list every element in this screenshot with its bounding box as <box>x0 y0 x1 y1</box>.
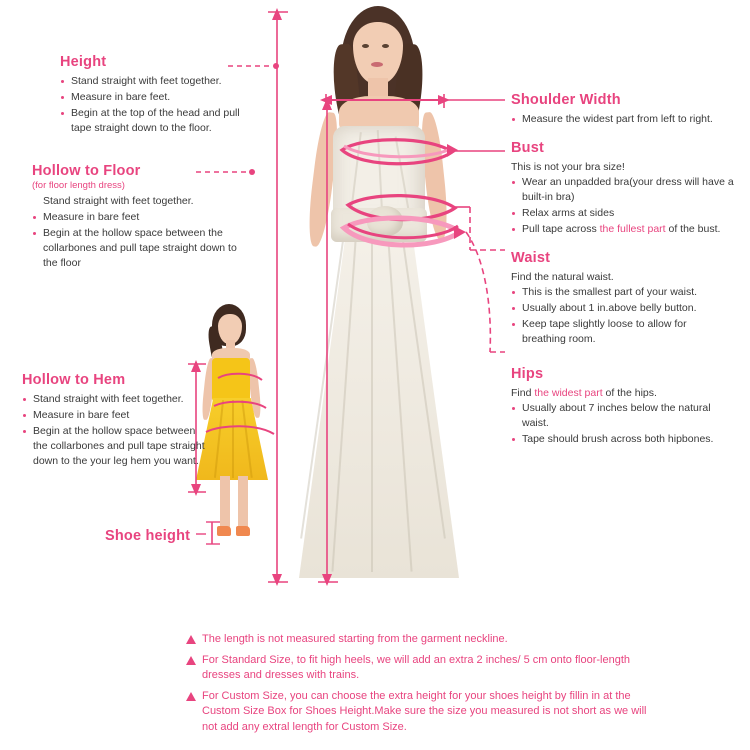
height-bullets <box>60 74 260 136</box>
section-waist <box>511 250 733 348</box>
list-item: Measure in bare feet <box>22 408 212 423</box>
hollow-to-floor-heading: Hollow to Floor <box>32 163 141 179</box>
footer-notes <box>186 632 656 740</box>
list-item: Keep tape slightly loose to allow for breathing room. <box>511 317 733 347</box>
note-text: The length is not measured starting from the garment neckline. <box>202 633 508 645</box>
list-item: Measure in bare feet. <box>60 90 260 105</box>
hips-lead <box>511 386 739 401</box>
leg-left-shape <box>220 476 230 528</box>
lips-icon <box>371 62 383 67</box>
list-item: Stand straight with feet together. <box>60 74 260 89</box>
note-text: For Standard Size, to fit high heels, we will add an extra 2 inches/ 5 cm onto floor-length dresses and dresses with trains. <box>202 653 631 681</box>
note-item <box>186 632 656 648</box>
list-item: Begin at the hollow space between the collarbones and pull tape straight down to the floor <box>32 226 247 271</box>
hollow-to-hem-heading: Hollow to Hem <box>22 372 126 388</box>
shoulder-width-bullets <box>511 112 741 127</box>
section-hollow-to-floor <box>32 163 247 272</box>
list-item: Measure the widest part from left to right. <box>511 112 741 127</box>
list-item: Usually about 1 in.above belly button. <box>511 301 733 316</box>
hips-bullets <box>511 401 739 447</box>
list-item: Stand straight with feet together. <box>22 392 212 407</box>
hips-heading: Hips <box>511 366 544 382</box>
list-item: Tape should brush across both hipbones. <box>511 432 739 447</box>
list-item: Relax arms at sides <box>511 206 739 221</box>
bust-bullet3-highlight: the fullest part <box>599 223 666 235</box>
section-shoe-height <box>105 528 190 548</box>
note-text: For Custom Size, you can choose the extra height for your shoes height by fillin in at the Custom Size Box for Shoes Height.Make sure the size you measured is not short as we will not add any extral length for Custom Size. <box>202 689 647 733</box>
leg-right-shape <box>238 476 248 528</box>
eye-right-icon <box>382 44 389 48</box>
bust-bullet3-pre: Pull tape across <box>522 223 600 235</box>
bust-bullets <box>511 175 739 237</box>
shoulder-width-heading: Shoulder Width <box>511 92 621 108</box>
hollow-to-floor-anchor-dot <box>249 169 255 175</box>
list-item: Usually about 7 inches below the natural waist. <box>511 401 739 431</box>
list-item: Wear an unpadded bra(your dress will have a built-in bra) <box>511 175 739 205</box>
waist-lead: Find the natural waist. <box>511 271 614 283</box>
list-item: Stand straight with feet together. <box>43 195 194 207</box>
shoe-left-icon <box>217 526 231 536</box>
bust-bullet3-post: of the bust. <box>665 223 721 235</box>
skirt-fold <box>232 400 234 478</box>
note-item <box>186 653 656 684</box>
hollow-to-floor-subheading: (for floor length dress) <box>32 180 125 191</box>
height-anchor-dot <box>273 63 279 69</box>
gown-skirt <box>299 236 459 578</box>
eye-left-icon <box>362 44 369 48</box>
waist-bullets <box>511 285 733 347</box>
triangle-marker-icon <box>186 692 196 701</box>
hollow-to-hem-bullets <box>22 392 212 469</box>
triangle-marker-icon <box>186 635 196 644</box>
triangle-marker-icon <box>186 656 196 665</box>
list-item: This is the smallest part of your waist. <box>511 285 733 300</box>
shoe-right-icon <box>236 526 250 536</box>
bust-lead: This is not your bra size! <box>511 161 625 173</box>
section-bust <box>511 140 739 238</box>
section-height <box>60 54 260 137</box>
section-shoulder-width <box>511 92 741 128</box>
shoe-height-heading: Shoe height <box>105 528 191 544</box>
list-item: Begin at the hollow space between the collarbones and pull tape straight down to the your leg hem you want. <box>22 424 212 469</box>
list-item <box>511 222 739 237</box>
bride-figure-illustration <box>283 0 473 590</box>
waist-heading: Waist <box>511 250 551 266</box>
gown-flower-applique <box>367 206 403 236</box>
list-item: Begin at the top of the head and pull tape straight down to the floor. <box>60 106 260 136</box>
height-heading: Height <box>60 54 107 70</box>
hips-lead-highlight: the widest part <box>534 387 603 399</box>
short-dress-bodice <box>212 358 250 402</box>
bust-heading: Bust <box>511 140 545 156</box>
list-item: Measure in bare feet <box>32 210 247 225</box>
note-item <box>186 689 656 736</box>
skirt-fold <box>371 240 373 572</box>
hips-lead-pre: Find <box>511 387 535 399</box>
section-hips <box>511 366 739 448</box>
hips-lead-post: of the hips. <box>602 387 657 399</box>
hollow-to-floor-bullets <box>32 194 247 271</box>
section-hollow-to-hem <box>22 372 212 470</box>
